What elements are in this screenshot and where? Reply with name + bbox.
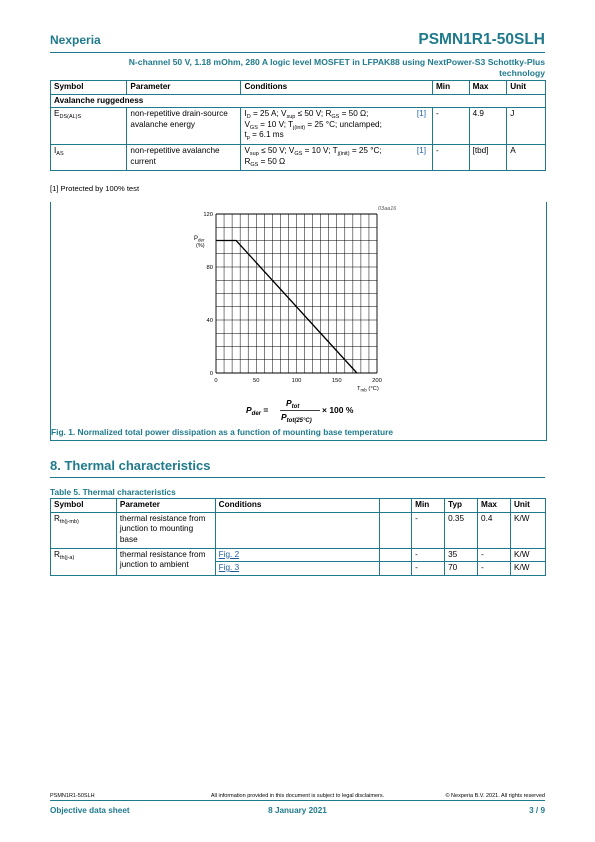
x-tick-label: 50 xyxy=(253,378,260,384)
footer-divider xyxy=(50,800,545,801)
unit-cell: K/W xyxy=(510,512,545,548)
fig2-link[interactable]: Fig. 2 xyxy=(218,549,240,559)
derating-chart xyxy=(50,202,545,427)
parameter-cell: thermal resistance from junction to mounting base xyxy=(116,512,215,548)
unit-cell: J xyxy=(507,108,546,145)
symbol-sub: th(j-mb) xyxy=(59,518,79,525)
symbol-main: I xyxy=(54,146,57,155)
table-row xyxy=(51,512,546,548)
cond-text: = 50 Ω; xyxy=(339,109,369,118)
figure-caption: Fig. 1. Normalized total power dissipation as a function of mounting base temperature xyxy=(51,427,394,437)
col-min: Min xyxy=(432,81,469,95)
spacer-cell xyxy=(380,548,412,562)
footer-doc-id: PSMN1R1-50SLH xyxy=(50,793,95,799)
table-header-row xyxy=(51,81,546,95)
y-tick-label: 0 xyxy=(209,371,213,377)
max-cell: - xyxy=(478,548,511,562)
max-cell: 4.9 xyxy=(469,108,507,145)
table-row xyxy=(51,145,546,171)
min-cell: - xyxy=(412,548,445,562)
cond-text: ≤ 50 V; V xyxy=(258,146,295,155)
cond-text: = 6.1 ms xyxy=(249,130,284,139)
symbol-cell xyxy=(51,512,117,548)
conditions-cell xyxy=(215,562,380,576)
thermal-table xyxy=(50,498,546,576)
formula-numerator xyxy=(286,398,300,410)
min-cell: - xyxy=(412,562,445,576)
x-tick-label: 100 xyxy=(291,378,302,384)
y-axis-unit: (%) xyxy=(196,243,205,249)
formula-denominator xyxy=(281,412,312,424)
y-axis-label-sub: der xyxy=(198,237,205,243)
symbol-sub: AS xyxy=(56,151,64,157)
footer-page: 3 / 9 xyxy=(529,806,545,815)
footer-status: Objective data sheet xyxy=(50,806,130,815)
x-axis-label-main: T xyxy=(357,386,361,392)
col-parameter: Parameter xyxy=(127,81,241,95)
subtitle-line-2: technology xyxy=(499,68,545,78)
col-max: Max xyxy=(478,499,511,513)
max-cell: - xyxy=(478,562,511,576)
footer-date: 8 January 2021 xyxy=(268,806,327,815)
symbol-cell xyxy=(51,548,117,575)
col-spacer xyxy=(380,499,412,513)
cond-text: V xyxy=(244,146,250,155)
section-divider xyxy=(50,477,545,478)
cond-sub: p xyxy=(246,135,250,141)
formula-tail: × 100 % xyxy=(322,405,354,415)
min-cell: - xyxy=(432,145,469,171)
formula-den-sub: tot(25°C) xyxy=(286,418,312,424)
col-conditions: Conditions xyxy=(215,499,380,513)
formula-equals: = xyxy=(261,405,269,415)
cond-text: t xyxy=(244,130,247,139)
conditions-cell xyxy=(215,548,380,562)
cond-text: = 50 Ω xyxy=(258,156,286,166)
cond-text: = 25 °C; xyxy=(349,146,382,155)
fig3-link[interactable]: Fig. 3 xyxy=(218,563,240,572)
cond-sub: sup xyxy=(286,114,296,120)
col-conditions: Conditions xyxy=(241,81,433,95)
table-footnote: [1] Protected by 100% test xyxy=(50,184,140,193)
conditions-cell xyxy=(241,145,433,171)
symbol-sub: th(j-a) xyxy=(59,554,75,561)
y-tick-label: 40 xyxy=(206,318,213,324)
typ-cell: 0.35 xyxy=(445,512,478,548)
table-row xyxy=(51,548,546,562)
col-parameter: Parameter xyxy=(116,499,215,513)
cond-sub: GS xyxy=(331,114,340,120)
table-header-row xyxy=(51,499,546,513)
symbol-cell xyxy=(51,145,127,171)
cond-text: I xyxy=(244,109,247,118)
y-tick-label: 120 xyxy=(203,212,213,218)
x-tick-label: 200 xyxy=(372,378,382,384)
cond-text: = 10 V; T xyxy=(302,146,338,155)
unit-cell: K/W xyxy=(510,548,545,562)
chart-marks xyxy=(203,212,382,384)
cond-text: R xyxy=(244,156,251,166)
x-tick-label: 0 xyxy=(214,378,218,384)
section-title: 8. Thermal characteristics xyxy=(50,458,211,473)
footer-copyright: © Nexperia B.V. 2021. All rights reserved xyxy=(445,793,545,799)
spacer-cell xyxy=(380,562,412,576)
symbol-cell xyxy=(51,108,127,145)
formula-num-sub: tot xyxy=(291,404,300,410)
parameter-cell: thermal resistance from junction to ambient xyxy=(116,548,215,575)
max-cell: 0.4 xyxy=(478,512,511,548)
unit-cell: A xyxy=(507,145,546,171)
col-symbol: Symbol xyxy=(51,81,127,95)
formula-den-main: P xyxy=(281,412,287,422)
cond-sub: GS xyxy=(294,151,303,157)
x-tick-label: 150 xyxy=(331,378,342,384)
symbol-main: R xyxy=(54,549,60,559)
subtitle-line-1: N-channel 50 V, 1.18 mOhm, 280 A logic level MOSFET in LFPAK88 using NextPower-S3 Schottky-Plus xyxy=(128,57,545,67)
figure-code: 03aa16 xyxy=(378,206,397,212)
cond-text: V xyxy=(244,119,250,129)
cond-text: ≤ 50 V; R xyxy=(295,109,332,118)
parameter-cell: non-repetitive avalanche current xyxy=(127,145,241,171)
symbol-sub: DS(AL)S xyxy=(59,114,82,120)
avalanche-table xyxy=(50,80,546,171)
document-subtitle xyxy=(50,57,545,79)
col-symbol: Symbol xyxy=(51,499,117,513)
header-divider xyxy=(50,52,545,53)
table-title: Table 5. Thermal characteristics xyxy=(50,487,176,497)
section-label: Avalanche ruggedness xyxy=(51,94,546,108)
typ-cell: 35 xyxy=(445,548,478,562)
cond-sub: D xyxy=(246,114,251,120)
cond-sub: GS xyxy=(250,161,259,168)
symbol-main: E xyxy=(54,109,60,118)
note-ref-link[interactable]: [1] xyxy=(416,109,426,118)
y-axis-label-main: P xyxy=(194,236,199,242)
formula-lhs xyxy=(246,405,268,417)
formula-lhs-main: P xyxy=(246,405,252,415)
footer-disclaimer: All information provided in this document is subject to legal disclaimers. xyxy=(210,793,385,799)
col-unit: Unit xyxy=(510,499,545,513)
derating-formula xyxy=(246,398,354,424)
col-min: Min xyxy=(412,499,445,513)
cond-sub: GS xyxy=(249,124,258,131)
unit-cell: K/W xyxy=(510,562,545,576)
max-cell: [tbd] xyxy=(469,145,507,171)
conditions-cell xyxy=(241,108,433,145)
col-max: Max xyxy=(469,81,507,95)
part-number: PSMN1R1-50SLH xyxy=(418,31,545,48)
cond-sub: j(init) xyxy=(293,124,306,131)
min-cell: - xyxy=(432,108,469,145)
chart-grid xyxy=(216,214,377,373)
table-section-row xyxy=(51,94,546,108)
cond-sub: sup xyxy=(249,151,259,157)
x-axis-label-unit: (°C) xyxy=(366,386,379,392)
table-row xyxy=(51,108,546,145)
min-cell: - xyxy=(412,512,445,548)
cond-text: = 25 A; V xyxy=(250,109,287,118)
conditions-cell xyxy=(215,512,380,548)
parameter-cell: non-repetitive drain-source avalanche energy xyxy=(127,108,241,145)
col-typ: Typ xyxy=(445,499,478,513)
typ-cell: 70 xyxy=(445,562,478,576)
y-tick-label: 80 xyxy=(206,265,213,271)
cond-text: = 25 °C; unclamped; xyxy=(305,119,382,129)
cond-text: = 10 V; T xyxy=(257,119,294,129)
y-axis-label xyxy=(194,236,205,243)
formula-num-main: P xyxy=(286,398,292,408)
x-axis-label xyxy=(357,386,379,393)
note-ref-link[interactable]: [1] xyxy=(416,146,426,155)
spacer-cell xyxy=(380,512,412,548)
formula-lhs-sub: der xyxy=(251,411,262,417)
brand-name: Nexperia xyxy=(50,33,101,47)
x-axis-label-sub: mb xyxy=(360,387,367,393)
col-unit: Unit xyxy=(507,81,546,95)
symbol-main: R xyxy=(54,513,60,523)
cond-sub: j(init) xyxy=(337,151,350,157)
